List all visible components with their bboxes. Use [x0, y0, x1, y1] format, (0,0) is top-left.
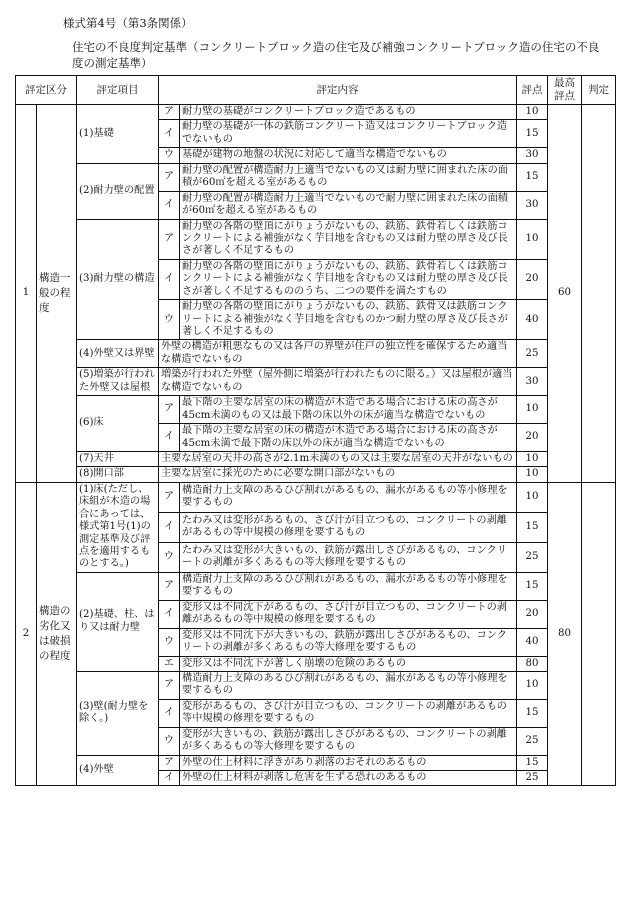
- header-points: 評点: [517, 76, 548, 105]
- table-row: [16, 451, 616, 466]
- criterion-text: 耐力壁の各階の壁頂にがりょうがないもの、鉄筋、鉄骨又は鉄筋コンクリートによる補強がなく芋目地を含むものかつ耐力壁の厚さ及び長さが著しく不足するもの: [180, 300, 517, 340]
- criterion-text: 変形又は不同沈下が大きいもの、鉄筋が露出しさびがあるもの、コンクリートの剥離が多くあるもの等大修理を要するもの: [180, 628, 517, 656]
- criterion-text: 変形があるもの、さび汁が目立つもの、コンクリートの剥離があるもの等中規模の修理を要するもの: [180, 699, 517, 727]
- criterion-text: 構造耐力上支障のあるひび割れがあるもの、漏水があるもの等小修理を要するもの: [180, 671, 517, 699]
- criterion-letter: ウ: [159, 300, 180, 340]
- item-name: (4)外壁又は界壁: [77, 340, 159, 368]
- item-name: (2)耐力壁の配置: [77, 163, 159, 219]
- criterion-letter: ア: [159, 396, 180, 424]
- criterion-points: 10: [517, 451, 548, 466]
- criterion-points: 10: [517, 671, 548, 699]
- header-content: 評定内容: [159, 76, 517, 105]
- table-row: [16, 482, 616, 512]
- criterion-points: 10: [517, 396, 548, 424]
- header-item: 評定項目: [77, 76, 159, 105]
- header-max-points: 最高評点: [548, 76, 582, 105]
- item-name: (7)天井: [77, 451, 159, 466]
- criterion-points: 10: [517, 482, 548, 512]
- criterion-text: 耐力壁の基礎がコンクリートブロック造であるもの: [180, 105, 517, 120]
- criterion-points: 10: [517, 219, 548, 259]
- criterion-letter: ウ: [159, 727, 180, 755]
- criterion-letter: ア: [159, 163, 180, 191]
- header-category: 評定区分: [16, 76, 77, 105]
- criterion-text: 変形又は不同沈下があるもの、さび汁が目立つもの、コンクリートの剥離があるもの等中規模の修理を要するもの: [180, 600, 517, 628]
- criterion-points: 20: [517, 600, 548, 628]
- criterion-points: 20: [517, 259, 548, 299]
- section-judgment: [582, 105, 616, 483]
- criterion-letter: ア: [159, 482, 180, 512]
- criterion-letter: ア: [159, 755, 180, 770]
- table-row: [16, 671, 616, 699]
- criterion-letter: ア: [159, 219, 180, 259]
- item-name: (3)耐力壁の構造: [77, 219, 159, 340]
- criterion-points: 80: [517, 656, 548, 671]
- table-row: [16, 755, 616, 770]
- section-max-points: 60: [548, 105, 582, 483]
- criterion-letter: イ: [159, 512, 180, 542]
- item-name: (4)外壁: [77, 755, 159, 786]
- criterion-points: 15: [517, 512, 548, 542]
- criterion-letter: イ: [159, 191, 180, 219]
- item-name: (2)基礎、柱、はり又は耐力壁: [77, 572, 159, 671]
- item-name: (8)開口部: [77, 467, 159, 482]
- table-row: [16, 368, 616, 396]
- criterion-letter: イ: [159, 424, 180, 452]
- criterion-points: 10: [517, 105, 548, 120]
- criterion-points: 25: [517, 727, 548, 755]
- criterion-letter: イ: [159, 600, 180, 628]
- table-row: [16, 163, 616, 191]
- section-category: 構造の劣化又は破損の程度: [37, 482, 77, 786]
- criterion-points: 10: [517, 467, 548, 482]
- criterion-letter: ウ: [159, 628, 180, 656]
- evaluation-table: [15, 75, 616, 786]
- section-number: 2: [16, 482, 37, 786]
- criterion-text: 構造耐力上支障のあるひび割れがあるもの、漏水があるもの等小修理を要するもの: [180, 572, 517, 600]
- criterion-text: 耐力壁の配置が構造耐力上適当でないもの又は耐力壁に囲まれた床の面積が60㎡を超える室があるもの: [180, 163, 517, 191]
- criterion-points: 30: [517, 368, 548, 396]
- criterion-points: 15: [517, 572, 548, 600]
- criterion-points: 15: [517, 163, 548, 191]
- criterion-text: たわみ又は変形が大きいもの、鉄筋が露出しさびがあるもの、コンクリートの剥離が多くあるもの等大修理を要するもの: [180, 542, 517, 572]
- criterion-text: 主要な居室に採光のために必要な開口部がないもの: [159, 467, 517, 482]
- criterion-text: 最下階の主要な居室の床の構造が木造である場合における床の高さが45cm未満で最下階の床以外の床が適当な構造でないもの: [180, 424, 517, 452]
- section-max-points: 80: [548, 482, 582, 786]
- criterion-letter: イ: [159, 259, 180, 299]
- criterion-letter: エ: [159, 656, 180, 671]
- table-row: [16, 340, 616, 368]
- table-row: [16, 467, 616, 482]
- table-row: [16, 572, 616, 600]
- document-title: 住宅の不良度判定基準（コンクリートブロック造の住宅及び補強コンクリートブロック造の住宅の不良度の測定基準）: [72, 40, 600, 70]
- table-row: [16, 105, 616, 120]
- criterion-points: 40: [517, 628, 548, 656]
- criterion-text: 変形が大きいもの、鉄筋が露出しさびがあるもの、コンクリートの剥離が多くあるもの等大修理を要するもの: [180, 727, 517, 755]
- form-number: 様式第4号（第3条関係）: [63, 16, 193, 30]
- section-judgment: [582, 482, 616, 786]
- criterion-text: 構造耐力上支障のあるひび割れがあるもの、漏水があるもの等小修理を要するもの: [180, 482, 517, 512]
- criterion-letter: イ: [159, 699, 180, 727]
- criterion-letter: イ: [159, 771, 180, 786]
- criterion-text: 変形又は不同沈下が著しく崩壊の危険のあるもの: [180, 656, 517, 671]
- criterion-letter: ウ: [159, 542, 180, 572]
- section-number: 1: [16, 105, 37, 483]
- criterion-text: 外壁の構造が粗悪なもの又は各戸の界壁が住戸の独立性を確保するため適当な構造でないもの: [159, 340, 517, 368]
- criterion-letter: ア: [159, 572, 180, 600]
- section-category: 構造一般の程度: [37, 105, 77, 483]
- criterion-letter: ウ: [159, 148, 180, 163]
- item-name: (5)増築が行われた外壁又は屋根: [77, 368, 159, 396]
- criterion-letter: ア: [159, 105, 180, 120]
- item-name: (1)基礎: [77, 105, 159, 164]
- criterion-text: 外壁の仕上材料に浮きがあり剥落のおそれのあるもの: [180, 755, 517, 770]
- criterion-letter: イ: [159, 120, 180, 148]
- criterion-letter: ア: [159, 671, 180, 699]
- header-judgment: 判定: [582, 76, 616, 105]
- criterion-text: 耐力壁の各階の壁頂にがりょうがないもの、鉄筋、鉄骨若しくは鉄筋コンクリートによる補強がなく芋目地を含むもの又は耐力壁の厚さ及び長さが著しく不足するもの: [180, 219, 517, 259]
- criterion-text: 最下階の主要な居室の床の構造が木造である場合における床の高さが45cm未満のもの又は最下階の床以外の床が適当な構造でないもの: [180, 396, 517, 424]
- criterion-points: 15: [517, 755, 548, 770]
- criterion-text: 耐力壁の基礎が一体の鉄筋コンクリート造又はコンクリートブロック造でないもの: [180, 120, 517, 148]
- criterion-points: 25: [517, 771, 548, 786]
- criterion-points: 40: [517, 300, 548, 340]
- table-row: [16, 396, 616, 424]
- criterion-text: 耐力壁の各階の壁頂にがりょうがないもの、鉄筋、鉄骨若しくは鉄筋コンクリートによる補強がなく芋目地を含むもの又は耐力壁の厚さ及び長さが著しく不足するもののうち、二つの要件を満たすもの: [180, 259, 517, 299]
- criterion-text: 耐力壁の配置が構造耐力上適当でないもので耐力壁に囲まれた床の面積が60㎡を超える室があるもの: [180, 191, 517, 219]
- criterion-text: 増築が行われた外壁（屋外側に増築が行われたものに限る。）又は屋根が適当な構造でないもの: [159, 368, 517, 396]
- criterion-points: 25: [517, 542, 548, 572]
- criterion-text: 外壁の仕上材料が剥落し危害を生ずる恐れのあるもの: [180, 771, 517, 786]
- table-header-row: [16, 76, 616, 105]
- table-body: [16, 105, 616, 786]
- criterion-points: 30: [517, 148, 548, 163]
- item-name: (6)床: [77, 396, 159, 452]
- criterion-points: 15: [517, 120, 548, 148]
- criterion-text: 主要な居室の天井の高さが2.1m未満のもの又は主要な居室の天井がないもの: [159, 451, 517, 466]
- criterion-points: 25: [517, 340, 548, 368]
- criterion-text: 基礎が建物の地盤の状況に対応して適当な構造でないもの: [180, 148, 517, 163]
- item-name: (1)床(ただし、床組が木造の場合にあっては、様式第1号(1)の測定基準及び評点を適用するものとする。): [77, 482, 159, 572]
- criterion-points: 20: [517, 424, 548, 452]
- table-row: [16, 219, 616, 259]
- criterion-points: 15: [517, 699, 548, 727]
- criterion-points: 30: [517, 191, 548, 219]
- item-name: (3)壁(耐力壁を除く。): [77, 671, 159, 755]
- criterion-text: たわみ又は変形があるもの、さび汁が目立つもの、コンクリートの剥離があるもの等中規模の修理を要するもの: [180, 512, 517, 542]
